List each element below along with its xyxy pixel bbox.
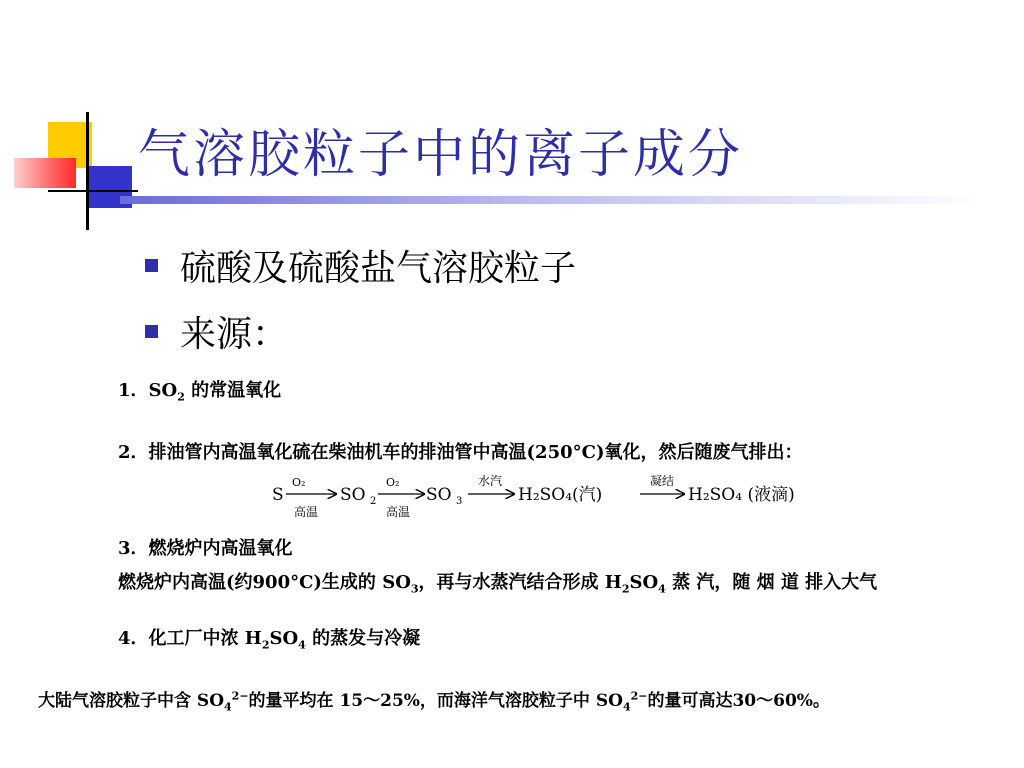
footer-note: 大陆气溶胶粒子中含 $SO_4^{2-}$的量平均在 15～25%，而海洋气溶胶粒子中 $SO_4^{2-}$的量可高达30～60%。 [38,689,830,714]
eq-shuiqi: 水汽 [478,474,503,488]
bullet-item-1 [145,240,576,291]
eq-o2-2: O₂ [386,476,400,489]
eq-gaowen-2: 高温 [386,505,411,519]
eq-h2so4-vapor: H₂SO₄(汽) [518,485,603,505]
source-item-2: 2．排油管内高温氧化硫在柴油机车的排油管中高温(250°C)氧化，然后随废气排出： [118,442,803,463]
bullet-item-2 [145,306,288,357]
eq-so2: SO [340,485,366,505]
source-item-3-heading: 3．燃烧炉内高温氧化 [118,538,293,559]
logo-horizontal-line [48,190,138,192]
reaction-equation [270,472,830,522]
bullet-text: 来源： [180,314,289,355]
logo-red-bar [14,158,76,188]
source-item-4: 4．化工厂中浓 $H_2SO_4$ 的蒸发与冷凝 [118,628,421,652]
eq-o2-1: O₂ [292,476,306,489]
eq-ningjie: 凝结 [650,474,675,488]
eq-h2so4-drop: H₂SO₄ (液滴) [688,485,795,505]
bullet-square-icon [145,259,158,272]
eq-s: S [272,485,284,505]
title-underline [120,196,980,204]
source-item-1: 1．$SO_2$ 的常温氧化 [118,380,282,404]
bullet-square-icon [145,325,158,338]
eq-so3: SO [426,485,452,505]
logo-vertical-line [86,112,89,230]
source-item-3-text: 燃烧炉内高温(约900°C)生成的 $SO_3$，再与水蒸汽结合形成 $H_2SO_4$ 蒸 汽，随 烟 道 排入大气 [118,572,878,596]
slide-title: 气溶胶粒子中的离子成分 [138,125,744,185]
svg-text:2: 2 [370,496,377,507]
svg-text:3: 3 [456,496,463,507]
eq-gaowen-1: 高温 [294,505,319,519]
bullet-text: 硫酸及硫酸盐气溶胶粒子 [180,248,577,289]
